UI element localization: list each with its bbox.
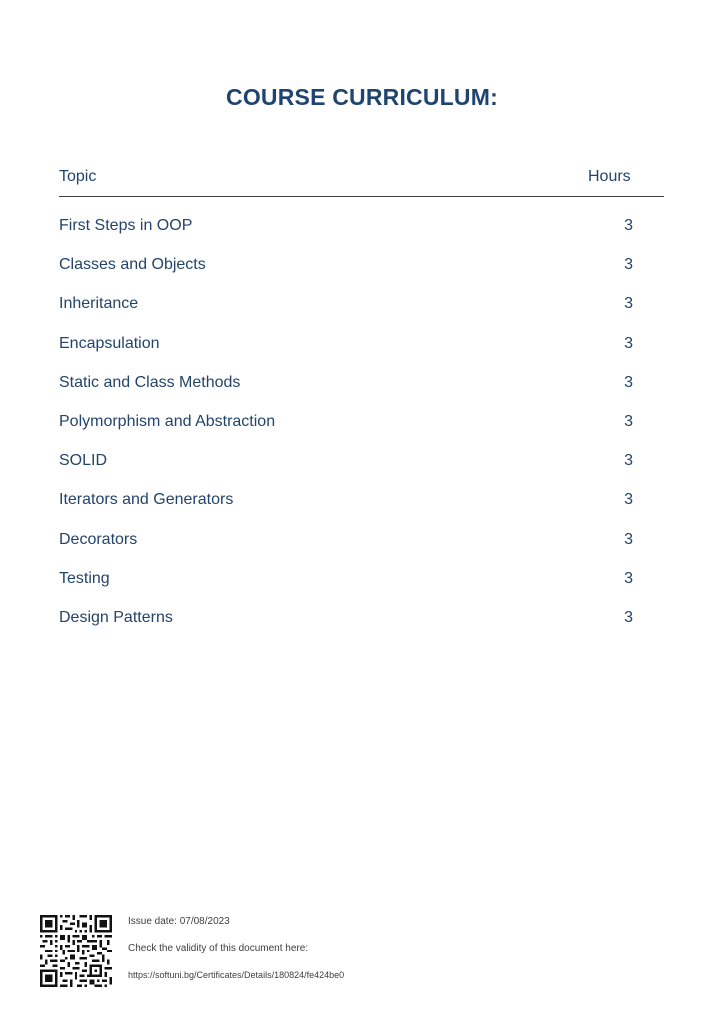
table-row — [59, 293, 664, 332]
hours-cell: 3 — [624, 608, 633, 626]
hours-cell: 3 — [624, 412, 633, 430]
hours-cell: 3 — [624, 373, 633, 391]
hours-cell: 3 — [624, 491, 633, 509]
table-row — [59, 411, 664, 450]
table-row — [59, 333, 664, 372]
footer-text-block — [128, 913, 344, 993]
issue-date: Issue date: 07/08/2023 — [128, 916, 230, 927]
table-row — [59, 489, 664, 528]
topic-cell: Testing — [59, 569, 110, 587]
topic-cell: Static and Class Methods — [59, 373, 241, 391]
topic-cell: SOLID — [59, 452, 108, 470]
hours-cell: 3 — [624, 295, 633, 313]
hours-cell: 3 — [624, 530, 633, 548]
topic-cell: Iterators and Generators — [59, 491, 234, 509]
certificate-footer — [40, 913, 680, 989]
page-title: COURSE CURRICULUM: — [226, 84, 498, 110]
hours-cell: 3 — [624, 256, 633, 274]
topic-cell: First Steps in OOP — [59, 217, 193, 234]
topic-cell: Encapsulation — [59, 334, 160, 352]
topic-cell: Decorators — [59, 530, 138, 548]
column-header-hours: Hours — [588, 168, 631, 185]
qr-code-icon[interactable] — [40, 915, 112, 987]
hours-cell: 3 — [624, 334, 633, 352]
topic-cell: Classes and Objects — [59, 256, 206, 274]
table-row — [59, 529, 664, 568]
hours-cell: 3 — [624, 217, 633, 234]
topic-cell: Polymorphism and Abstraction — [59, 412, 276, 430]
table-header — [59, 166, 664, 197]
hours-cell: 3 — [624, 569, 633, 587]
table-row — [59, 450, 664, 489]
column-header-topic: Topic — [59, 168, 97, 185]
verification-link[interactable]: https://softuni.bg/Certificates/Details/180824/fe424be0 — [128, 970, 345, 980]
curriculum-table-body — [59, 215, 664, 646]
table-row — [59, 254, 664, 293]
table-row — [59, 607, 664, 646]
table-row — [59, 372, 664, 411]
validity-instruction: Check the validity of this document here: — [128, 942, 309, 954]
topic-cell: Inheritance — [59, 295, 139, 313]
table-row — [59, 568, 664, 607]
table-row — [59, 215, 664, 254]
hours-cell: 3 — [624, 452, 633, 470]
topic-cell: Design Patterns — [59, 608, 173, 626]
